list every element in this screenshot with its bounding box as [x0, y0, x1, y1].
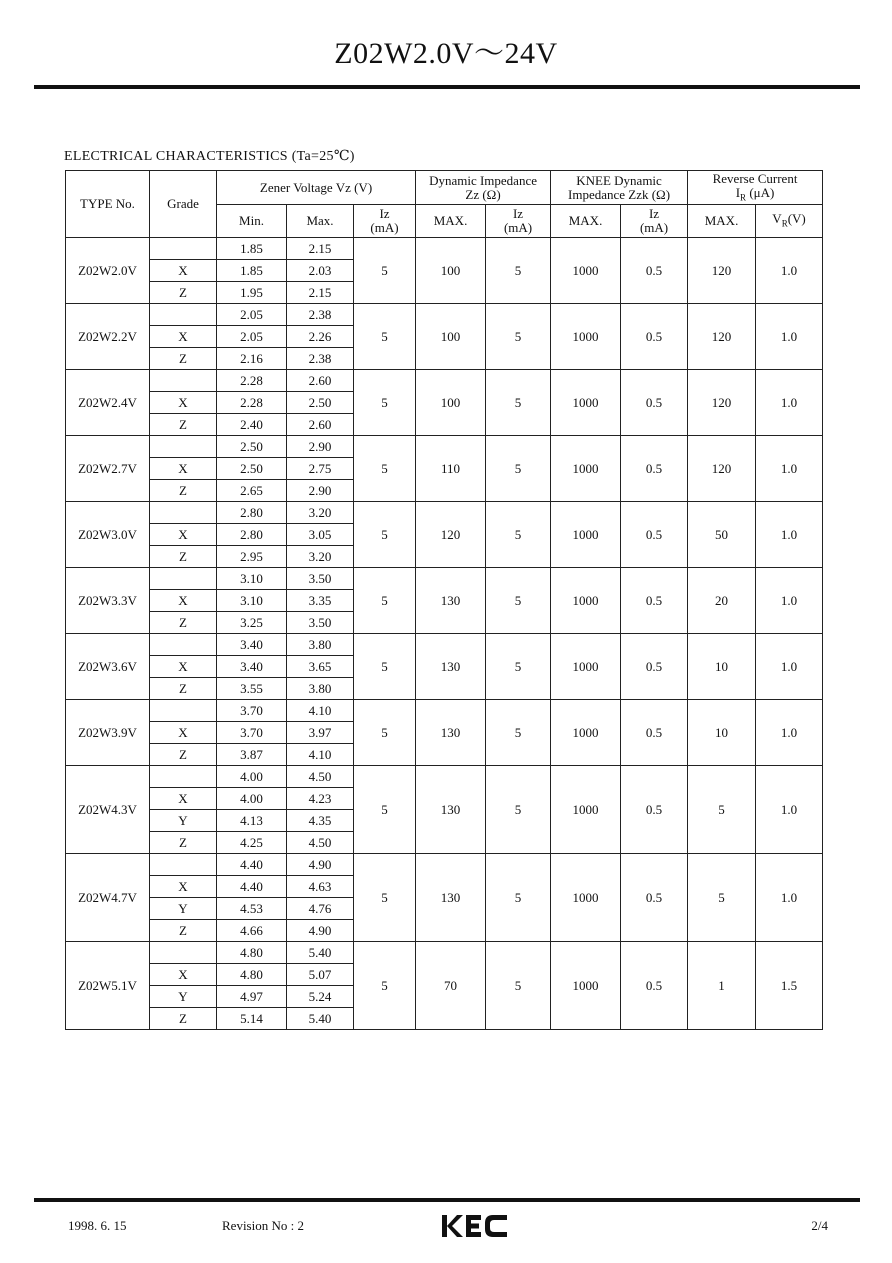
- iz-cell: 5: [354, 568, 416, 634]
- electrical-characteristics-table: [65, 170, 823, 1030]
- vz-max-cell: 4.90: [287, 854, 354, 876]
- vz-min-cell: 2.05: [217, 326, 287, 348]
- grade-cell: [150, 502, 217, 524]
- table-row: [66, 436, 823, 458]
- iz3-cell: 0.5: [621, 854, 688, 942]
- grade-cell: X: [150, 722, 217, 744]
- vz-min-cell: 4.00: [217, 766, 287, 788]
- header-reverse-current: Reverse Current $I_R$ (μA): [688, 171, 823, 205]
- vz-max-cell: 3.80: [287, 678, 354, 700]
- iz-cell: 5: [354, 700, 416, 766]
- page-title: Z02W2.0V～24V: [334, 37, 558, 70]
- ir-max-cell: 20: [688, 568, 756, 634]
- zz-max-cell: 130: [416, 766, 486, 854]
- vz-max-cell: 3.50: [287, 612, 354, 634]
- type-cell: Z02W2.2V: [66, 304, 150, 370]
- iz2-cell: 5: [486, 238, 551, 304]
- zzk-max-cell: 1000: [551, 502, 621, 568]
- zz-max-cell: 110: [416, 436, 486, 502]
- grade-cell: [150, 568, 217, 590]
- vr-cell: 1.0: [756, 370, 823, 436]
- vz-max-cell: 2.26: [287, 326, 354, 348]
- vz-min-cell: 1.85: [217, 260, 287, 282]
- ir-max-cell: 5: [688, 854, 756, 942]
- zzk-max-cell: 1000: [551, 766, 621, 854]
- grade-cell: Z: [150, 920, 217, 942]
- zzk-max-cell: 1000: [551, 304, 621, 370]
- iz3-cell: 0.5: [621, 700, 688, 766]
- vz-max-cell: 4.76: [287, 898, 354, 920]
- vz-min-cell: 4.40: [217, 854, 287, 876]
- vz-min-cell: 2.05: [217, 304, 287, 326]
- iz-cell: 5: [354, 238, 416, 304]
- header-ir-max: MAX.: [688, 205, 756, 238]
- grade-cell: Z: [150, 348, 217, 370]
- vz-min-cell: 2.50: [217, 458, 287, 480]
- vz-max-cell: 2.90: [287, 436, 354, 458]
- vr-cell: 1.0: [756, 766, 823, 854]
- table-row: [66, 942, 823, 964]
- grade-cell: X: [150, 326, 217, 348]
- table-row: [66, 766, 823, 788]
- grade-cell: X: [150, 788, 217, 810]
- grade-cell: X: [150, 524, 217, 546]
- iz3-cell: 0.5: [621, 238, 688, 304]
- vz-min-cell: 5.14: [217, 1008, 287, 1030]
- iz2-cell: 5: [486, 568, 551, 634]
- type-cell: Z02W2.7V: [66, 436, 150, 502]
- iz2-cell: 5: [486, 766, 551, 854]
- iz3-cell: 0.5: [621, 634, 688, 700]
- iz3-cell: 0.5: [621, 502, 688, 568]
- zzk-max-cell: 1000: [551, 942, 621, 1030]
- vz-min-cell: 3.10: [217, 568, 287, 590]
- vz-max-cell: 2.15: [287, 238, 354, 260]
- vr-cell: 1.0: [756, 502, 823, 568]
- table-row: [66, 502, 823, 524]
- type-cell: Z02W5.1V: [66, 942, 150, 1030]
- grade-cell: X: [150, 458, 217, 480]
- header-divider: [34, 85, 860, 89]
- vz-min-cell: 2.28: [217, 370, 287, 392]
- grade-cell: [150, 304, 217, 326]
- grade-cell: Z: [150, 744, 217, 766]
- vz-min-cell: 4.25: [217, 832, 287, 854]
- iz3-cell: 0.5: [621, 304, 688, 370]
- vz-max-cell: 5.24: [287, 986, 354, 1008]
- grade-cell: Y: [150, 986, 217, 1008]
- vz-max-cell: 2.75: [287, 458, 354, 480]
- vz-max-cell: 2.03: [287, 260, 354, 282]
- vz-max-cell: 3.50: [287, 568, 354, 590]
- grade-cell: Y: [150, 898, 217, 920]
- table-row: [66, 304, 823, 326]
- table-row: [66, 634, 823, 656]
- vz-max-cell: 3.35: [287, 590, 354, 612]
- header-dynamic-impedance: Dynamic Impedance Zz (Ω): [416, 171, 551, 205]
- vz-min-cell: 2.40: [217, 414, 287, 436]
- ir-max-cell: 120: [688, 370, 756, 436]
- iz-cell: 5: [354, 634, 416, 700]
- ir-max-cell: 1: [688, 942, 756, 1030]
- header-vr: $V_R(V)$: [756, 205, 823, 238]
- vz-min-cell: 3.40: [217, 656, 287, 678]
- vr-cell: 1.0: [756, 238, 823, 304]
- type-cell: Z02W3.6V: [66, 634, 150, 700]
- vz-max-cell: 3.05: [287, 524, 354, 546]
- vz-min-cell: 3.70: [217, 700, 287, 722]
- grade-cell: Z: [150, 1008, 217, 1030]
- ir-max-cell: 10: [688, 634, 756, 700]
- iz2-cell: 5: [486, 436, 551, 502]
- vr-cell: 1.0: [756, 436, 823, 502]
- grade-cell: Z: [150, 414, 217, 436]
- zz-max-cell: 130: [416, 634, 486, 700]
- iz3-cell: 0.5: [621, 942, 688, 1030]
- footer-date: 1998. 6. 15: [68, 1218, 127, 1233]
- iz3-cell: 0.5: [621, 766, 688, 854]
- vz-max-cell: 2.50: [287, 392, 354, 414]
- grade-cell: Z: [150, 678, 217, 700]
- zzk-max-cell: 1000: [551, 436, 621, 502]
- vz-min-cell: 4.00: [217, 788, 287, 810]
- vr-cell: 1.0: [756, 568, 823, 634]
- zz-max-cell: 130: [416, 568, 486, 634]
- vz-max-cell: 4.10: [287, 744, 354, 766]
- header-zener-voltage: Zener Voltage Vz (V): [217, 171, 416, 205]
- type-cell: Z02W4.7V: [66, 854, 150, 942]
- type-cell: Z02W2.0V: [66, 238, 150, 304]
- grade-cell: X: [150, 964, 217, 986]
- vz-min-cell: 2.50: [217, 436, 287, 458]
- vz-min-cell: 2.16: [217, 348, 287, 370]
- vz-max-cell: 2.60: [287, 414, 354, 436]
- type-cell: Z02W3.0V: [66, 502, 150, 568]
- grade-cell: [150, 854, 217, 876]
- header-type: TYPE No.: [66, 171, 150, 238]
- vz-max-cell: 3.20: [287, 546, 354, 568]
- ir-max-cell: 5: [688, 766, 756, 854]
- header-iz-3: Iz (mA): [621, 205, 688, 238]
- iz3-cell: 0.5: [621, 568, 688, 634]
- vr-cell: 1.0: [756, 854, 823, 942]
- iz-cell: 5: [354, 766, 416, 854]
- zzk-max-cell: 1000: [551, 634, 621, 700]
- vr-cell: 1.0: [756, 700, 823, 766]
- iz2-cell: 5: [486, 370, 551, 436]
- vz-min-cell: 4.66: [217, 920, 287, 942]
- iz2-cell: 5: [486, 502, 551, 568]
- table-row: [66, 700, 823, 722]
- iz-cell: 5: [354, 370, 416, 436]
- vz-min-cell: 3.70: [217, 722, 287, 744]
- vz-max-cell: 2.15: [287, 282, 354, 304]
- zz-max-cell: 120: [416, 502, 486, 568]
- header-zzk-max: MAX.: [551, 205, 621, 238]
- zz-max-cell: 130: [416, 854, 486, 942]
- grade-cell: Z: [150, 546, 217, 568]
- vz-min-cell: 2.65: [217, 480, 287, 502]
- grade-cell: [150, 436, 217, 458]
- grade-cell: X: [150, 876, 217, 898]
- vz-min-cell: 2.28: [217, 392, 287, 414]
- ir-max-cell: 120: [688, 436, 756, 502]
- vz-max-cell: 5.40: [287, 942, 354, 964]
- ir-max-cell: 120: [688, 238, 756, 304]
- vz-min-cell: 3.55: [217, 678, 287, 700]
- header-knee-impedance: KNEE Dynamic Impedance Zzk (Ω): [551, 171, 688, 205]
- vz-min-cell: 3.25: [217, 612, 287, 634]
- footer-divider: [34, 1198, 860, 1202]
- grade-cell: [150, 370, 217, 392]
- vr-cell: 1.0: [756, 634, 823, 700]
- vz-max-cell: 3.65: [287, 656, 354, 678]
- grade-cell: Z: [150, 480, 217, 502]
- vz-min-cell: 2.80: [217, 502, 287, 524]
- table-body: [66, 238, 823, 1030]
- grade-cell: Z: [150, 832, 217, 854]
- zzk-max-cell: 1000: [551, 370, 621, 436]
- type-cell: Z02W3.3V: [66, 568, 150, 634]
- header-zz-max: MAX.: [416, 205, 486, 238]
- grade-cell: X: [150, 590, 217, 612]
- zz-max-cell: 100: [416, 238, 486, 304]
- vz-min-cell: 3.10: [217, 590, 287, 612]
- table-row: [66, 238, 823, 260]
- grade-cell: [150, 634, 217, 656]
- vz-min-cell: 4.13: [217, 810, 287, 832]
- vz-max-cell: 2.38: [287, 348, 354, 370]
- header-min: Min.: [217, 205, 287, 238]
- grade-cell: [150, 238, 217, 260]
- header-iz-2: Iz (mA): [486, 205, 551, 238]
- vz-min-cell: 4.80: [217, 942, 287, 964]
- iz3-cell: 0.5: [621, 370, 688, 436]
- grade-cell: X: [150, 656, 217, 678]
- grade-cell: [150, 766, 217, 788]
- vz-max-cell: 4.50: [287, 832, 354, 854]
- grade-cell: X: [150, 392, 217, 414]
- vz-min-cell: 4.53: [217, 898, 287, 920]
- vz-max-cell: 4.63: [287, 876, 354, 898]
- iz-cell: 5: [354, 942, 416, 1030]
- ir-max-cell: 10: [688, 700, 756, 766]
- zz-max-cell: 100: [416, 370, 486, 436]
- zz-max-cell: 100: [416, 304, 486, 370]
- type-cell: Z02W3.9V: [66, 700, 150, 766]
- grade-cell: Z: [150, 612, 217, 634]
- footer-page-number: 2/4: [811, 1218, 828, 1233]
- iz3-cell: 0.5: [621, 436, 688, 502]
- table-row: [66, 370, 823, 392]
- grade-cell: [150, 942, 217, 964]
- table-row: [66, 854, 823, 876]
- iz2-cell: 5: [486, 634, 551, 700]
- vz-max-cell: 3.20: [287, 502, 354, 524]
- footer-revision: Revision No : 2: [222, 1218, 304, 1233]
- vz-max-cell: 4.23: [287, 788, 354, 810]
- vz-max-cell: 2.90: [287, 480, 354, 502]
- table-row: [66, 568, 823, 590]
- vz-min-cell: 1.85: [217, 238, 287, 260]
- vz-max-cell: 5.07: [287, 964, 354, 986]
- vr-cell: 1.5: [756, 942, 823, 1030]
- iz2-cell: 5: [486, 700, 551, 766]
- zzk-max-cell: 1000: [551, 568, 621, 634]
- iz2-cell: 5: [486, 304, 551, 370]
- zzk-max-cell: 1000: [551, 238, 621, 304]
- iz2-cell: 5: [486, 854, 551, 942]
- vz-min-cell: 2.80: [217, 524, 287, 546]
- zzk-max-cell: 1000: [551, 854, 621, 942]
- zz-max-cell: 130: [416, 700, 486, 766]
- vz-max-cell: 3.80: [287, 634, 354, 656]
- kec-logo: [440, 1212, 510, 1240]
- zzk-max-cell: 1000: [551, 700, 621, 766]
- vz-max-cell: 4.10: [287, 700, 354, 722]
- iz-cell: 5: [354, 854, 416, 942]
- vz-min-cell: 4.40: [217, 876, 287, 898]
- zz-max-cell: 70: [416, 942, 486, 1030]
- section-title: ELECTRICAL CHARACTERISTICS (Ta=25℃): [64, 149, 355, 164]
- iz-cell: 5: [354, 304, 416, 370]
- ir-max-cell: 50: [688, 502, 756, 568]
- vz-max-cell: 2.38: [287, 304, 354, 326]
- vz-min-cell: 2.95: [217, 546, 287, 568]
- header-max: Max.: [287, 205, 354, 238]
- vz-min-cell: 1.95: [217, 282, 287, 304]
- header-grade: Grade: [150, 171, 217, 238]
- vz-min-cell: 4.97: [217, 986, 287, 1008]
- vz-min-cell: 4.80: [217, 964, 287, 986]
- grade-cell: X: [150, 260, 217, 282]
- type-cell: Z02W2.4V: [66, 370, 150, 436]
- ir-max-cell: 120: [688, 304, 756, 370]
- vz-max-cell: 3.97: [287, 722, 354, 744]
- iz-cell: 5: [354, 502, 416, 568]
- vz-max-cell: 4.50: [287, 766, 354, 788]
- grade-cell: [150, 700, 217, 722]
- grade-cell: Y: [150, 810, 217, 832]
- vz-min-cell: 3.87: [217, 744, 287, 766]
- iz2-cell: 5: [486, 942, 551, 1030]
- type-cell: Z02W4.3V: [66, 766, 150, 854]
- grade-cell: Z: [150, 282, 217, 304]
- vz-max-cell: 4.90: [287, 920, 354, 942]
- iz-cell: 5: [354, 436, 416, 502]
- vz-max-cell: 5.40: [287, 1008, 354, 1030]
- vz-max-cell: 4.35: [287, 810, 354, 832]
- header-iz: Iz (mA): [354, 205, 416, 238]
- vz-min-cell: 3.40: [217, 634, 287, 656]
- vz-max-cell: 2.60: [287, 370, 354, 392]
- vr-cell: 1.0: [756, 304, 823, 370]
